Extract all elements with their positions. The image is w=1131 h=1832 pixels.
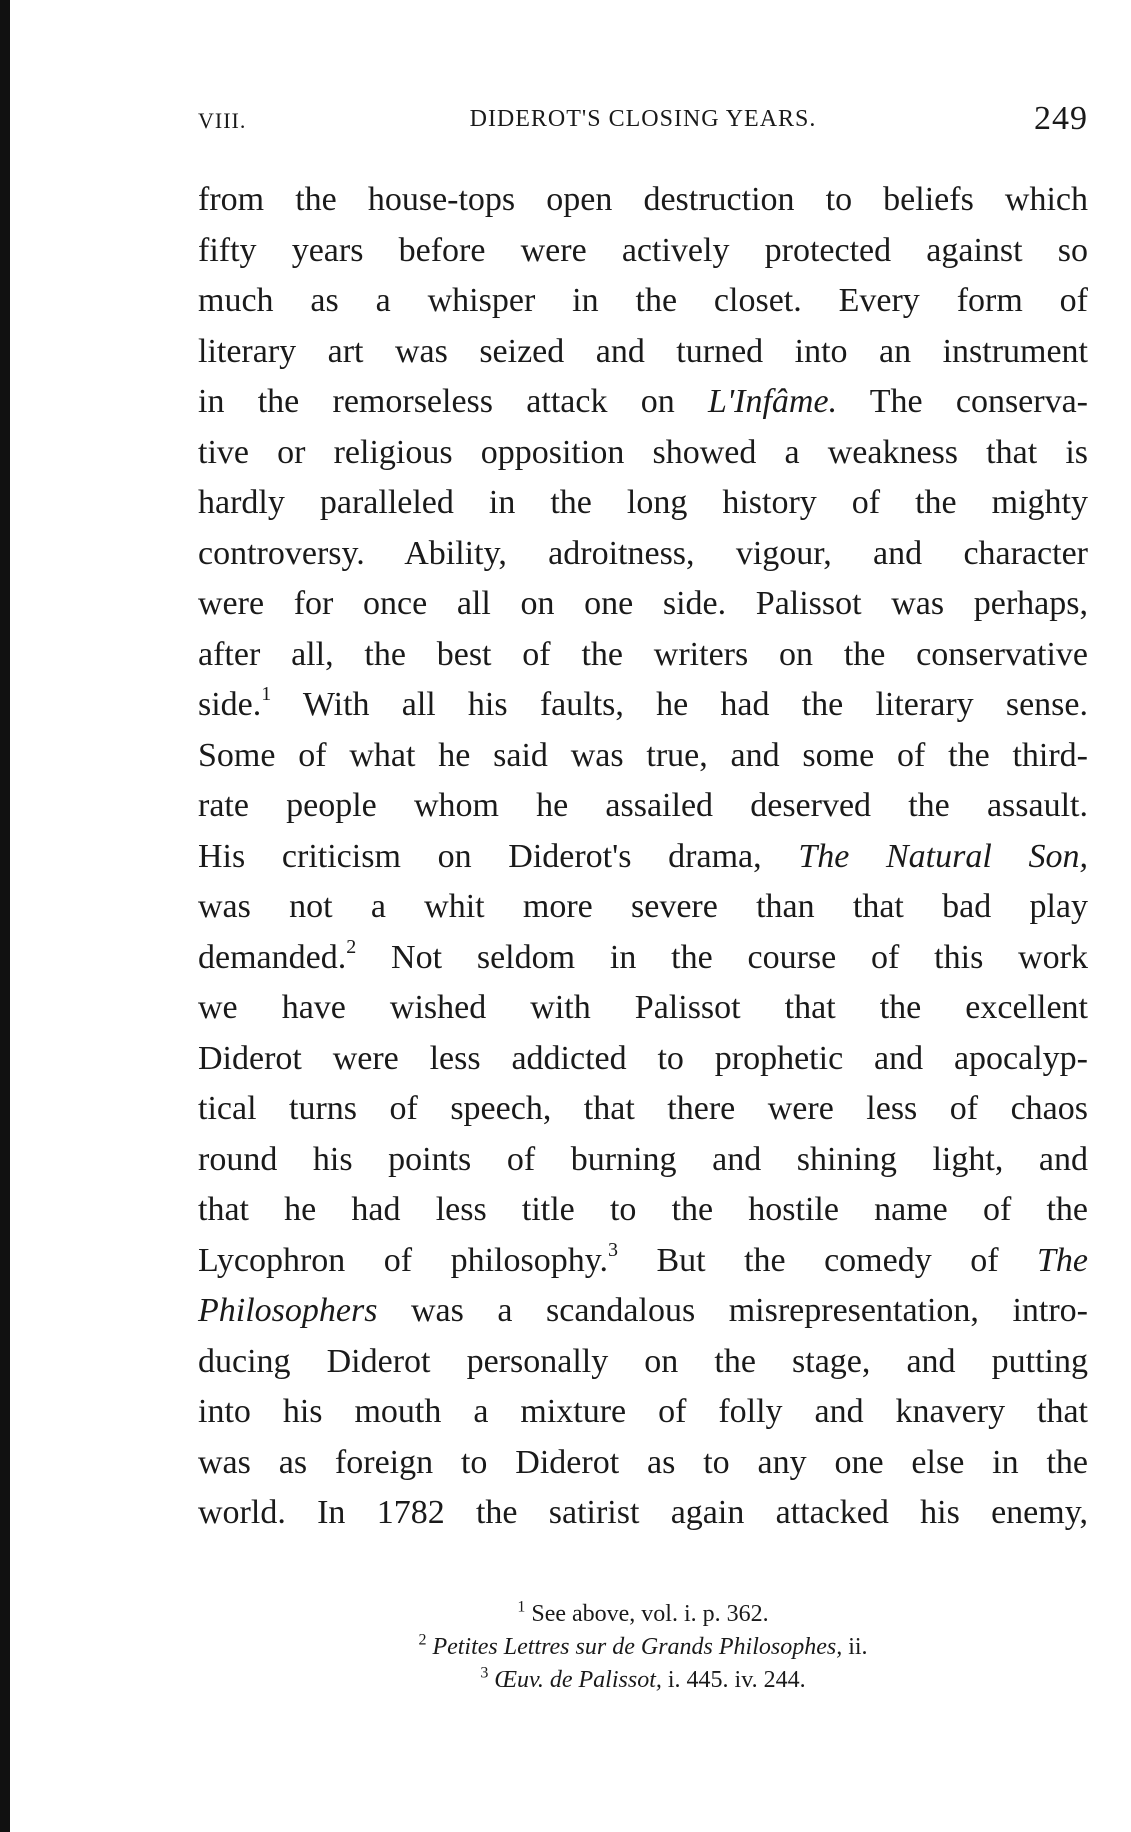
text-run: literary art was seized and turned into an instrument xyxy=(198,332,1088,370)
text-line xyxy=(198,1185,1088,1236)
text-run: ii. xyxy=(842,1634,868,1660)
text-run: fifty years before were actively protected against so xyxy=(198,231,1088,269)
text-line xyxy=(198,781,1088,832)
text-run: side. xyxy=(198,686,262,723)
text-run: Diderot were less addicted to prophetic and apocalyp- xyxy=(198,1039,1088,1077)
footnote-marker: 2 xyxy=(418,1631,427,1649)
footnote xyxy=(198,1664,1088,1697)
text-run: that he had less title to the hostile name of the xyxy=(198,1191,1088,1228)
text-line xyxy=(198,832,1088,883)
text-line xyxy=(198,1488,1088,1539)
running-header xyxy=(198,100,1088,140)
text-line xyxy=(198,579,1088,630)
text-line xyxy=(198,1236,1088,1287)
text-run: was not a whit more severe than that bad play xyxy=(198,888,1088,925)
text-line xyxy=(198,731,1088,782)
text-line xyxy=(198,327,1088,378)
footnote-marker: 1 xyxy=(261,683,272,705)
footnote xyxy=(198,1598,1088,1631)
italic-text: L'Infâme. xyxy=(707,383,838,420)
text-line xyxy=(198,1438,1088,1489)
text-run: Not seldom in the course of this work xyxy=(356,938,1088,976)
chapter-number: VIII. xyxy=(198,108,247,133)
italic-text: The xyxy=(1037,1241,1088,1279)
text-line xyxy=(198,630,1088,681)
text-run: With all his faults, he had the literary sense. xyxy=(271,686,1088,723)
text-line xyxy=(198,933,1088,984)
text-run: i. 445. iv. 244. xyxy=(661,1667,806,1693)
text-line xyxy=(198,1135,1088,1186)
text-line xyxy=(198,276,1088,327)
footnote-marker: 2 xyxy=(346,935,357,958)
text-run: ducing Diderot personally on the stage, and putting xyxy=(198,1342,1088,1380)
italic-text: Œuv. de Palissot, xyxy=(494,1667,662,1693)
text-run: tive or religious opposition showed a weakness that is xyxy=(198,433,1088,471)
text-line xyxy=(198,175,1088,226)
text-line xyxy=(198,983,1088,1034)
text-run: See above, vol. i. p. 362. xyxy=(525,1601,769,1627)
text-line xyxy=(198,1387,1088,1438)
text-run: were for once all on one side. Palissot was perhaps, xyxy=(198,585,1088,622)
text-run: Lycophron of philosophy. xyxy=(198,1241,608,1279)
text-run: from the house-tops open destruction to beliefs which xyxy=(198,181,1088,218)
text-run: after all, the best of the writers on the conservative xyxy=(198,635,1088,673)
text-run: was as foreign to Diderot as to any one else in the xyxy=(198,1443,1088,1481)
footnote-marker: 3 xyxy=(608,1238,618,1261)
text-line xyxy=(198,1084,1088,1135)
text-line xyxy=(198,1034,1088,1085)
text-line xyxy=(198,226,1088,277)
text-run: The conserva- xyxy=(837,383,1088,420)
text-run: in the remorseless attack on xyxy=(198,383,708,420)
text-line xyxy=(198,1286,1088,1337)
text-run: much as a whisper in the closet. Every form of xyxy=(198,282,1088,319)
text-run: But the comedy of xyxy=(618,1241,1037,1279)
page-number: 249 xyxy=(1034,100,1088,137)
text-line xyxy=(198,529,1088,580)
text-run: world. In 1782 the satirist again attacked his enemy, xyxy=(198,1494,1088,1531)
footnote-marker: 1 xyxy=(517,1598,526,1616)
footnote xyxy=(198,1631,1088,1664)
text-line xyxy=(198,377,1088,428)
running-title: DIDEROT'S CLOSING YEARS. xyxy=(469,106,817,132)
text-line xyxy=(198,1337,1088,1388)
text-line xyxy=(198,478,1088,529)
text-run: hardly paralleled in the long history of the mighty xyxy=(198,484,1088,521)
text-run: Some of what he said was true, and some of the third- xyxy=(198,736,1088,774)
text-run: we have wished with Palissot that the excellent xyxy=(198,989,1088,1026)
text-line xyxy=(198,428,1088,479)
italic-text: The Natural Son, xyxy=(798,837,1088,875)
italic-text: Philosophers xyxy=(198,1292,378,1329)
text-run: demanded. xyxy=(198,938,347,976)
page-spine-edge xyxy=(0,0,10,1832)
text-run: into his mouth a mixture of folly and knavery that xyxy=(198,1393,1088,1430)
body-text xyxy=(198,175,1088,1539)
text-run: controversy. Ability, adroitness, vigour, and character xyxy=(198,534,1088,572)
text-line xyxy=(198,680,1088,731)
text-run: His criticism on Diderot's drama, xyxy=(198,837,799,875)
footnote-marker: 3 xyxy=(480,1664,489,1682)
text-run: tical turns of speech, that there were less of chaos xyxy=(198,1090,1088,1127)
text-run: was a scandalous misrepresentation, intro- xyxy=(377,1292,1088,1329)
text-run: round his points of burning and shining light, and xyxy=(198,1140,1088,1178)
text-line xyxy=(198,882,1088,933)
text-run: rate people whom he assailed deserved the assault. xyxy=(198,787,1088,824)
italic-text: Petites Lettres sur de Grands Philosophes, xyxy=(432,1634,843,1660)
footnotes xyxy=(198,1598,1088,1697)
